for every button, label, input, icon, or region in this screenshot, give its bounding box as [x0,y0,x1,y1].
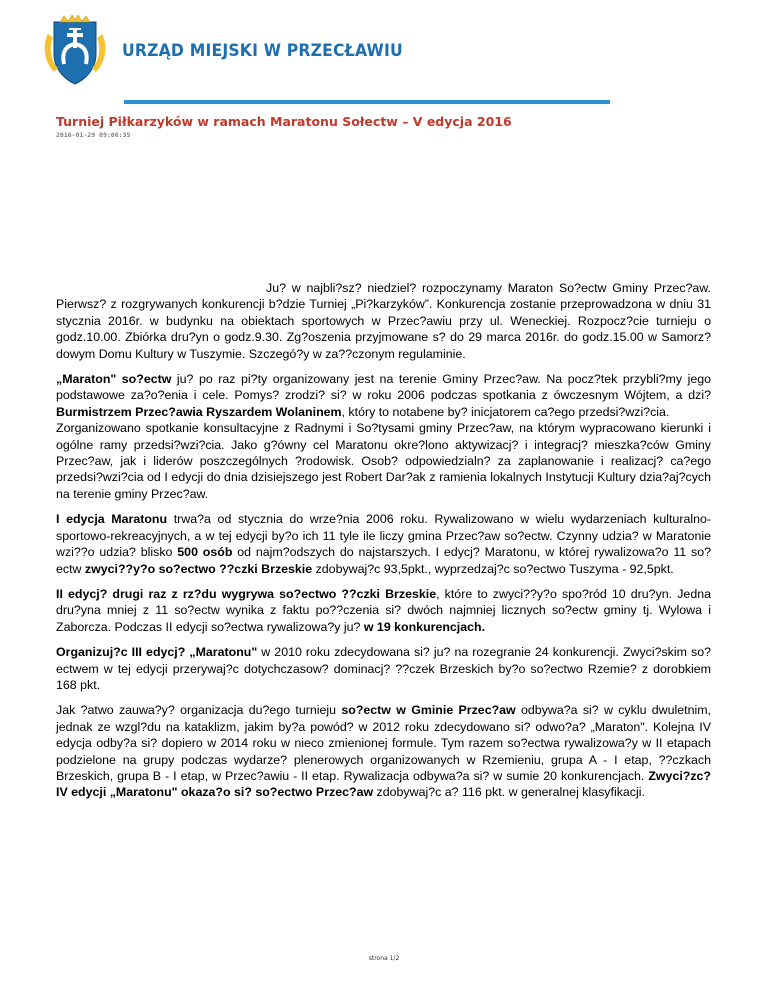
paragraph-4 [56,586,711,635]
paragraph-6 [56,702,711,800]
text-bold: Organizuj?c III edycj? „Maratonu" [56,645,258,660]
text-bold: 500 osób [177,545,233,560]
article-body [56,280,711,810]
paragraph-1: Ju? w najbli?sz? niedziel? rozpoczynamy Maraton So?ectw Gminy Przec?aw. Pierwsz? z rozgrywanych konkurencji b?dzie Turniej „Pi?karzyków”. Konkurencja zostanie przeprowadzona w dniu 31 stycznia 2016r. w budynku na obiektach sportowych w Przec?awiu przy ul. Weneckiej. Rozpocz?cie turnieju o godz.10.00. Zbiórka dru?yn o godz.9.30. Zg?oszenia przyjmowane s? do 29 marca 2016r. do godz.15.00 w Samorz?dowym Domu Kultury w Tuszymie. Szczegó?y w za??czonym regulaminie. [56,281,711,361]
text-run: zdobywaj?c 93,5pkt., wyprzedzaj?c so?ectwo Tuszyma - 92,5pkt. [312,561,674,576]
text-run: zdobywaj?c a? 116 pkt. w generalnej klasyfikacji. [373,785,645,800]
article-date: 2016-01-29 09:06:35 [56,131,131,139]
text-bold: Burmistrzem Przec?awia Ryszardem Wolaninem [56,404,342,419]
text-run: od najm?odszych do najstarszych. I edycj? Maratonu, w której rywalizowa?o 11 so?ectw [56,545,712,576]
text-run: w 2010 roku zdecydowana si? ju? na rozegranie 24 konkurencji. Zwyci?skim so?ectwem w tej edycji przerywaj?c dotychczasow? dominacj? ??czek Brzeskich by?o so?ectwo Rzemie? z dorobkiem 168 pkt. [56,645,711,692]
text-bold: w 19 konkurencjach. [363,619,486,634]
text-run: trwa?a od stycznia do wrze?nia 2006 roku. Rywalizowano w wielu wydarzeniach kulturalno-sportowo-rekreacyjnych, a w tej edycji by?o ich 11 tyle ile liczy gmina Przec?aw so?ectw. Czynny udzia? w Maratonie wzi??o udzia? blisko [56,512,712,560]
page-number: strona 1/2 [368,955,400,962]
text-bold: I edycja Maratonu [56,512,168,527]
header-divider [124,100,610,104]
text-run: Zorganizowano spotkanie konsultacyjne z Radnymi i So?tysami gminy Przec?aw, na którym wypracowano kierunki i ogólne ramy przedsi?wzi?cia. Jako g?ówny cel Maratonu okre?lono aktywizacj? i integracj? mieszka?ców Gminy Przec?aw, jak i liderów poszczególnych ?rodowisk. Osob? odpowiedzialn? za zaplanowanie i realizacj? ca?ego przedsi?wzi?cia od I edycji do dnia dzisiejszego jest Robert Dar?ak z ramienia lokalnych Instytucji Kultury dzia?aj?cych na terenie gminy Przec?aw. [56,421,711,501]
site-header [40,14,580,94]
text-bold: Zwyci?zc? IV edycji „Maratonu" okaza?o si? so?ectwo Przec?aw [56,768,711,800]
text-run: Jak ?atwo zauwa?y? organizacja du?ego turnieju [56,703,342,718]
paragraph-3 [56,511,711,577]
text-run: , który to notabene by? inicjatorem ca?ego przedsi?wzi?cia. [341,404,670,419]
text-bold: so?ectw w Gminie Przec?aw [341,703,516,718]
text-run: odbywa?a si? w cyklu dwuletnim, jednak ze wzgl?du na kataklizm, jakim by?a powód? w 2012 roku zdecydowano si? odwo?a? „Maraton". Kolejna IV edycja odby?a si? dopiero w 2014 roku w nieco zmienionej formule. Tym razem so?ectwa rywalizowa?y w II etapach podzielone na grupy podczas wydarze? plenerowych organizowanych w Rzemieniu, grupa A - I etap, ??czkach Brzeskich, grupa B - I etap, w Przec?awiu - II etap. Rywalizacja odbywa?a si? w sumie 20 konkurencjach. [56,703,712,783]
text-bold: II edycj? drugi raz z rz?du wygrywa so?ectwo ??czki Brzeskie [56,586,437,601]
article-title: Turniej Piłkarzyków w ramach Maratonu Sołectw – V edycja 2016 [56,114,512,129]
text-run: ju? po raz pi?ty organizowany jest na terenie Gminy Przec?aw. Na pocz?tek przybli?my jego podstawowe za?o?enia i cele. Pomys? zrodzi? si? w roku 2006 podczas spotkania z ówczesnym Wójtem, a dzi? [56,372,711,403]
paragraph-2 [56,371,711,502]
paragraph-5 [56,644,711,693]
organization-name: URZĄD MIEJSKI W PRZECŁAWIU [122,41,403,61]
text-bold: zwyci??y?o so?ectwo ??czki Brzeskie [84,561,313,576]
text-bold: „Maraton" so?ectw [56,372,172,387]
text-run: , które to zwyci??y?o spo?ród 10 dru?yn. Jedna dru?yna mniej z 11 so?ectw wynika z faktu po??czenia si? dwóch najmniej licznych so?ectw gminy tj. Wylowa i Zaborcza. Podczas II edycji so?ectwa rywalizowa?y ju? [56,586,711,634]
coat-of-arms-icon [40,14,110,86]
